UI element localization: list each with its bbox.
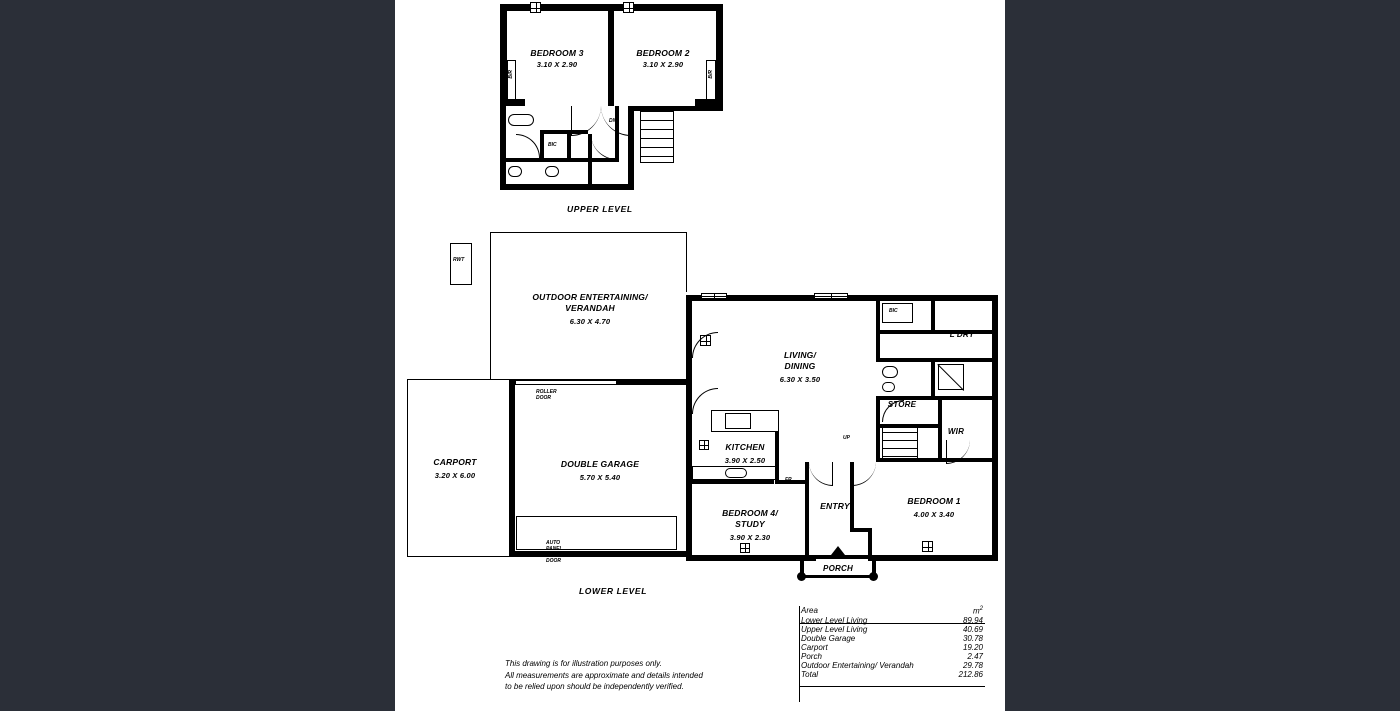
window-icon — [814, 293, 848, 299]
wall — [695, 99, 723, 106]
area-row-label: Double Garage — [801, 633, 856, 643]
wall — [588, 134, 592, 190]
store-label: STORE — [887, 400, 917, 409]
area-row-label: Outdoor Entertaining/ Verandah — [801, 660, 914, 670]
up-label: UP — [843, 435, 850, 441]
wall — [931, 300, 935, 332]
table-row — [799, 625, 985, 634]
wall — [686, 555, 816, 561]
window-icon — [740, 543, 750, 553]
wir-label: WIR — [947, 427, 965, 436]
cooktop-icon — [725, 413, 751, 429]
basin-icon — [882, 366, 898, 378]
door-swing — [809, 462, 833, 486]
ldry-label: L'DRY — [949, 330, 975, 339]
porch-post — [869, 572, 878, 581]
window-icon — [701, 293, 727, 299]
porch-post — [797, 572, 806, 581]
area-schedule — [799, 606, 985, 702]
room-label-bedroom-1: BEDROOM 1 4.00 X 3.40 — [907, 496, 961, 519]
area-table — [799, 606, 985, 679]
sink-icon — [725, 468, 747, 478]
door-swing — [601, 106, 631, 136]
basin-icon — [545, 166, 559, 177]
wall — [500, 4, 507, 106]
room-label-double-garage: DOUBLE GARAGE 5.70 X 5.40 — [560, 459, 640, 482]
pantry-label: P — [691, 481, 695, 487]
rwt-label: RWT — [453, 257, 465, 263]
wall — [500, 99, 525, 106]
table-row — [799, 634, 985, 643]
disclaimer-line-1: This drawing is for illustration purposes only. — [505, 659, 662, 668]
wall — [931, 358, 935, 400]
entry-label: ENTRY — [820, 501, 850, 511]
area-row-value: 40.69 — [962, 624, 983, 634]
room-label-outdoor-entertaining: OUTDOOR ENTERTAINING/ VERANDAH 6.30 X 4.70 — [532, 292, 648, 326]
area-row-label: Upper Level Living — [801, 624, 868, 634]
wall — [704, 480, 774, 484]
auto-panel-lift-door-label: AUTO PANEL LIFT DOOR — [546, 540, 563, 564]
area-row-value: 19.20 — [962, 642, 983, 652]
door-swing — [852, 462, 876, 486]
wall — [509, 551, 689, 557]
area-total-label: Total — [801, 669, 819, 679]
table-row — [799, 661, 985, 670]
table-row — [799, 652, 985, 661]
disclaimer-line-3: to be relied upon should be independently verified. — [505, 682, 684, 691]
wall — [506, 158, 542, 162]
wall — [686, 295, 695, 561]
robe-label-2: B/R — [708, 70, 714, 79]
toilet-icon — [882, 382, 895, 392]
table-total-row — [799, 670, 985, 679]
area-row-value: 89.94 — [962, 615, 983, 625]
wall — [686, 480, 704, 484]
door-swing — [516, 134, 540, 158]
wall — [500, 184, 634, 190]
door-swing — [692, 332, 718, 358]
door-swing — [591, 134, 617, 160]
wall — [567, 134, 571, 160]
disclaimer-line-2: All measurements are approximate and details intended — [505, 670, 703, 680]
bathtub-icon — [508, 114, 534, 126]
room-label-living-dining: LIVING/ DINING 6.30 X 3.50 — [779, 350, 821, 384]
room-label-carport: CARPORT 3.20 X 6.00 — [433, 457, 477, 480]
wall — [800, 555, 876, 559]
area-row-value: 2.47 — [967, 651, 983, 661]
area-header-unit: $m^2$ — [972, 606, 983, 616]
window-icon — [530, 2, 541, 13]
wall — [870, 555, 998, 561]
fridge-label: FR — [785, 477, 792, 483]
lower-level-title: LOWER LEVEL — [579, 586, 647, 596]
upper-level-title: UPPER LEVEL — [567, 204, 633, 214]
wall — [800, 575, 876, 578]
table-rule — [799, 686, 985, 687]
room-label-kitchen: KITCHEN 3.90 X 2.50 — [724, 442, 766, 465]
toilet-icon — [508, 166, 522, 177]
window-icon — [623, 2, 634, 13]
bic-label-lower: BIC — [889, 308, 898, 314]
door-swing — [571, 106, 601, 136]
table-row — [799, 616, 985, 625]
auto-panel-lift-door — [516, 516, 677, 550]
room-label-bedroom-4-study: BEDROOM 4/ STUDY 3.90 X 2.30 — [722, 508, 778, 542]
bic-label-upper: BIC — [548, 142, 557, 148]
roller-door — [515, 380, 617, 385]
dn-label: DN — [609, 118, 617, 124]
robe-label-3: B/R — [508, 70, 514, 79]
area-row-value: 29.78 — [962, 660, 983, 670]
room-label-bedroom-3: BEDROOM 3 3.10 X 2.90 — [530, 48, 584, 69]
wall — [876, 400, 880, 460]
porch-label: PORCH — [823, 564, 853, 573]
floorplan-sheet — [395, 0, 1005, 711]
entry-arrow-icon — [831, 546, 845, 555]
rainwater-tank — [450, 243, 472, 285]
wall — [544, 158, 592, 162]
area-row-label: Porch — [801, 651, 822, 661]
wall — [716, 4, 723, 106]
room-label-bedroom-2: BEDROOM 2 3.10 X 2.90 — [636, 48, 690, 69]
area-total-value: 212.86 — [958, 669, 983, 679]
roller-door-label: ROLLER DOOR — [536, 389, 557, 401]
area-row-label: Carport — [801, 642, 828, 652]
disclaimer-note — [505, 658, 765, 693]
wall — [509, 379, 515, 557]
area-header-label: Area — [801, 606, 818, 616]
table-row — [799, 643, 985, 652]
door-swing — [692, 388, 718, 414]
area-row-label: Lower Level Living — [801, 615, 868, 625]
window-icon — [922, 541, 933, 552]
wall — [500, 106, 506, 190]
area-row-value: 30.78 — [962, 633, 983, 643]
table-header-row — [799, 606, 985, 616]
